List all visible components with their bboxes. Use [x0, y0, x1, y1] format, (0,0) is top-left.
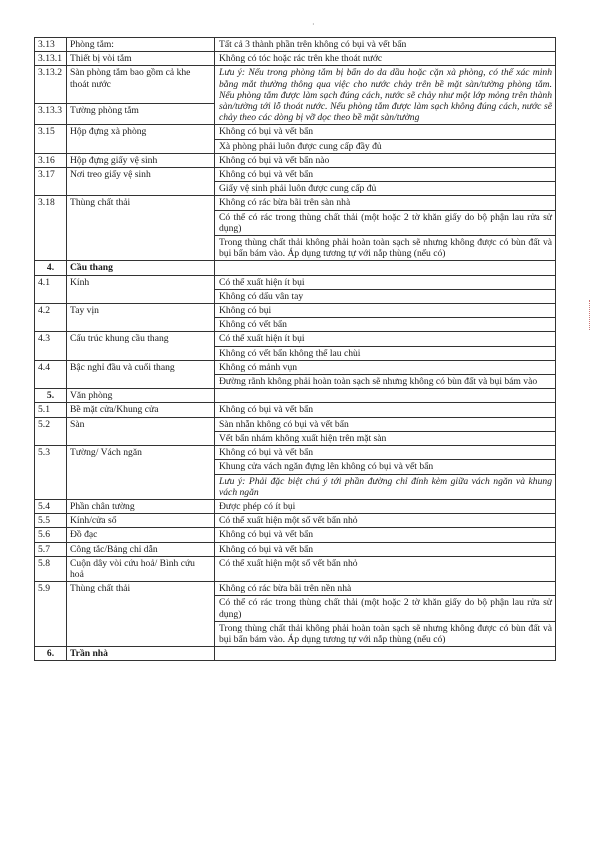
item-number: 4.4 [35, 360, 67, 388]
document-page [34, 37, 556, 661]
section-blank [215, 261, 556, 275]
item-name: Tường/ Vách ngăn [67, 446, 215, 500]
margin-mark [589, 300, 592, 330]
item-number: 3.13.3 [35, 104, 67, 125]
cleaning-standards-table [34, 37, 556, 661]
item-name: Công tắc/Bảng chỉ dẫn [67, 542, 215, 556]
criterion: Không có bụi và vết bẩn [215, 168, 556, 182]
criterion: Không có bụi và vết bẩn [215, 446, 556, 460]
section-number: 6. [35, 647, 67, 661]
table-row [35, 582, 556, 596]
item-name: Nơi treo giấy vệ sinh [67, 168, 215, 196]
item-name: Phần chân tường [67, 499, 215, 513]
criterion: Sàn nhẵn không có bụi và vết bẩn [215, 417, 556, 431]
criterion: Không có bụi và vết bẩn [215, 542, 556, 556]
item-number: 3.18 [35, 196, 67, 261]
criterion: Không có bụi [215, 304, 556, 318]
item-number: 5.6 [35, 528, 67, 542]
item-number: 5.7 [35, 542, 67, 556]
item-number: 5.2 [35, 417, 67, 445]
criterion: Không có bụi và vết bẩn nào [215, 153, 556, 167]
criterion: Đường rãnh không phải hoàn toàn sạch sẽ nhưng không có bùn đất và bụi bám vào [215, 375, 556, 389]
table-row [35, 403, 556, 417]
item-name: Bề mặt cửa/Khung cửa [67, 403, 215, 417]
page-mark: · [312, 20, 315, 29]
item-name: Hộp đựng xà phòng [67, 125, 215, 153]
criterion: Không có bụi và vết bẩn [215, 125, 556, 139]
item-name: Kính [67, 275, 215, 303]
criterion: Có thể có rác trong thùng chất thải (một hoặc 2 tờ khăn giấy do bộ phận lau rửa sử dụng) [215, 596, 556, 621]
section-number: 4. [35, 261, 67, 275]
item-name: Sàn [67, 417, 215, 445]
table-row [35, 66, 556, 104]
criterion: Không có bụi và vết bẩn [215, 403, 556, 417]
table-row [35, 528, 556, 542]
item-name: Bậc nghỉ đầu và cuối thang [67, 360, 215, 388]
criterion: Không có vết bẩn không thể lau chùi [215, 346, 556, 360]
item-number: 5.4 [35, 499, 67, 513]
table-row [35, 52, 556, 66]
table-row [35, 332, 556, 346]
item-number: 3.15 [35, 125, 67, 153]
section-row [35, 261, 556, 275]
item-name: Thiết bị vòi tắm [67, 52, 215, 66]
item-number: 5.5 [35, 514, 67, 528]
item-name: Sàn phòng tắm bao gồm cả khe thoát nước [67, 66, 215, 104]
criterion: Trong thùng chất thải không phải hoàn toàn sạch sẽ nhưng không được có bùn đất và bụi bẩn bám vào. Áp dụng tương tự với nắp thùng (nếu có) [215, 236, 556, 261]
item-number: 5.9 [35, 582, 67, 647]
table-row [35, 499, 556, 513]
table-row [35, 38, 556, 52]
criterion: Khung cửa vách ngăn đựng lên không có bụi và vết bẩn [215, 460, 556, 474]
section-number: 5. [35, 389, 67, 403]
item-name: Phòng tắm: [67, 38, 215, 52]
item-number: 5.1 [35, 403, 67, 417]
item-name: Cuộn dây vòi cứu hoả/ Bình cứu hoả [67, 556, 215, 581]
section-title: Trần nhà [67, 647, 215, 661]
item-number: 4.1 [35, 275, 67, 303]
criterion: Không có tóc hoặc rác trên khe thoát nước [215, 52, 556, 66]
criterion: Có thể có rác trong thùng chất thải (một hoặc 2 tờ khăn giấy do bộ phận lau rửa sử dụng) [215, 210, 556, 235]
table-row [35, 153, 556, 167]
criterion: Có thể xuất hiện một số vết bẩn nhỏ [215, 556, 556, 581]
criterion: Vết bẩn nhám không xuất hiện trên mặt sàn [215, 431, 556, 445]
criterion: Có thể xuất hiện một số vết bẩn nhỏ [215, 514, 556, 528]
criterion: Tất cả 3 thành phần trên không có bụi và vết bẩn [215, 38, 556, 52]
table-row [35, 446, 556, 460]
section-blank [215, 647, 556, 661]
criterion-note: Lưu ý: Phải đặc biệt chú ý tới phần đường chỉ đính kèm giữa vách ngăn và khung vách ngăn [215, 474, 556, 499]
section-row [35, 389, 556, 403]
item-number: 3.13.1 [35, 52, 67, 66]
item-name: Hộp đựng giấy vệ sinh [67, 153, 215, 167]
table-row [35, 417, 556, 431]
table-row [35, 542, 556, 556]
criterion: Có thể xuất hiện ít bụi [215, 275, 556, 289]
criterion: Không có dấu vân tay [215, 289, 556, 303]
criterion: Không có bụi và vết bẩn [215, 528, 556, 542]
table-row [35, 514, 556, 528]
item-number: 3.13 [35, 38, 67, 52]
section-blank [215, 389, 556, 403]
criterion: Không có mảnh vụn [215, 360, 556, 374]
criterion: Được phép có ít bụi [215, 499, 556, 513]
item-name: Kính/cửa sổ [67, 514, 215, 528]
item-name: Cấu trúc khung cầu thang [67, 332, 215, 360]
item-name: Tay vịn [67, 304, 215, 332]
criterion: Xà phòng phải luôn được cung cấp đầy đủ [215, 139, 556, 153]
item-number: 3.16 [35, 153, 67, 167]
criterion: Giấy vệ sinh phải luôn được cung cấp đủ [215, 182, 556, 196]
table-row [35, 275, 556, 289]
table-row [35, 196, 556, 210]
item-number: 4.3 [35, 332, 67, 360]
section-title: Văn phòng [67, 389, 215, 403]
item-number: 5.8 [35, 556, 67, 581]
criterion: Không có rác bừa bãi trên nền nhà [215, 582, 556, 596]
item-number: 3.17 [35, 168, 67, 196]
item-name: Thùng chất thải [67, 582, 215, 647]
item-number: 4.2 [35, 304, 67, 332]
criterion: Có thể xuất hiện ít bụi [215, 332, 556, 346]
table-row [35, 360, 556, 374]
item-number: 5.3 [35, 446, 67, 500]
criterion: Không có rác bừa bãi trên sàn nhà [215, 196, 556, 210]
table-row [35, 556, 556, 581]
table-row [35, 168, 556, 182]
section-row [35, 647, 556, 661]
bathroom-note: Lưu ý: Nếu trong phòng tắm bị bẩn do da dầu hoặc cặn xà phòng, có thể xác minh bằng mắt thường thông qua việc cho nước chảy trên bề mặt sàn/tường phòng tắm. Nếu phòng tắm được làm sạch đúng cách, nước sẽ chảy như một lớp mỏng trên thành sàn/tường tới lỗ thoát nước. Nếu phòng tắm được làm sạch không đúng cách, nước sẽ chảy theo các dòng bị vỡ dọc theo bề mặt sàn/tường [215, 66, 556, 125]
item-number: 3.13.2 [35, 66, 67, 104]
criterion: Trong thùng chất thải không phải hoàn toàn sạch sẽ nhưng không được có bùn đất và bụi bẩn bám vào. Áp dụng tương tự với nắp thùng (nếu có) [215, 621, 556, 646]
table-row [35, 304, 556, 318]
item-name: Đồ đạc [67, 528, 215, 542]
section-title: Cầu thang [67, 261, 215, 275]
item-name: Tường phòng tắm [67, 104, 215, 125]
criterion: Không có vết bẩn [215, 318, 556, 332]
table-row [35, 125, 556, 139]
item-name: Thùng chất thải [67, 196, 215, 261]
